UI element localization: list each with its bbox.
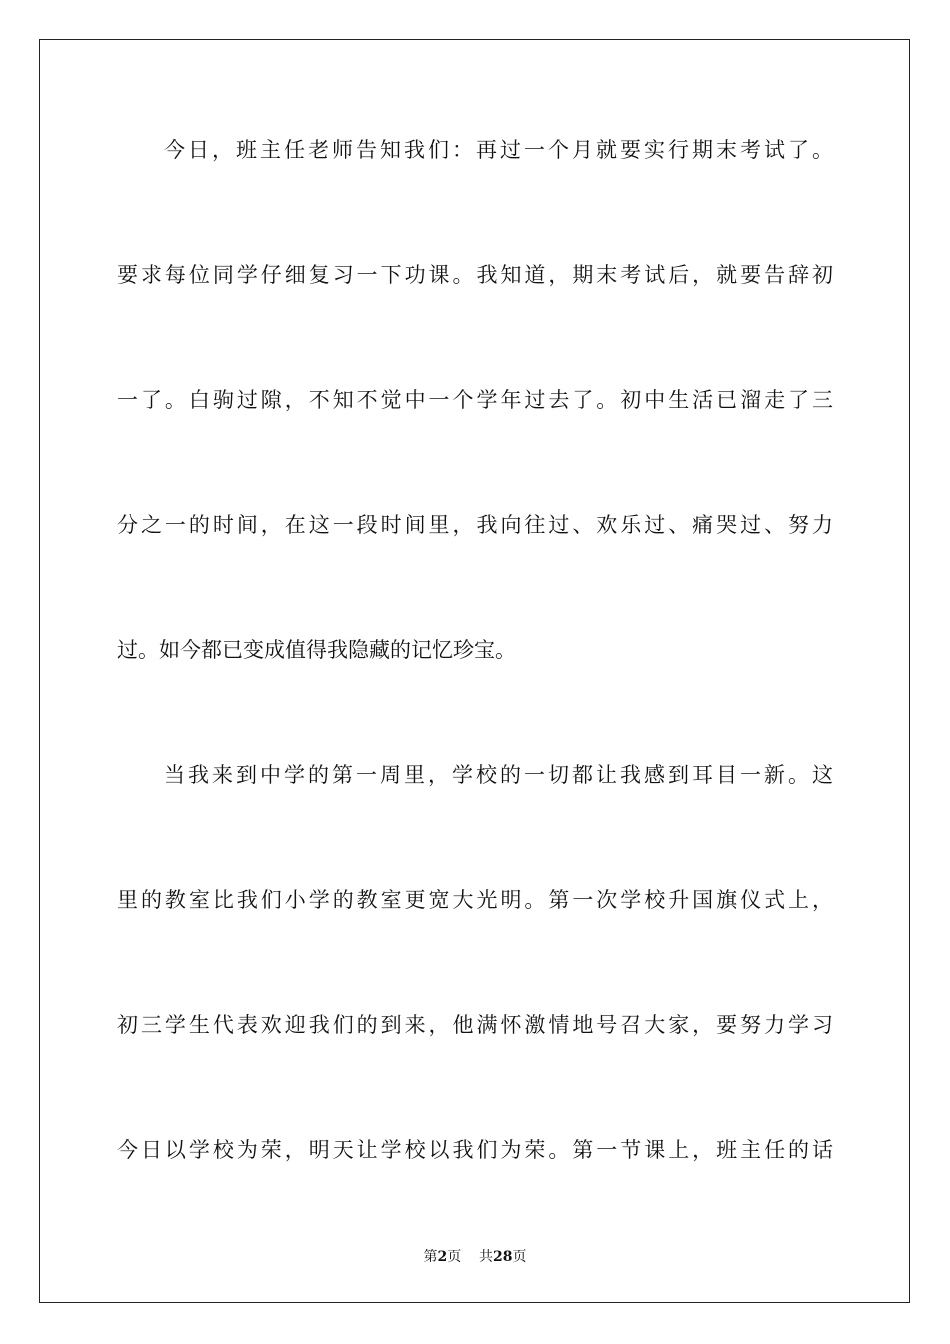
- paragraph-1-line-5: 过。如今都已变成值得我隐藏的记忆珍宝。: [117, 638, 516, 662]
- paragraph-1-line-3: 一了。白驹过隙，不知不觉中一个学年过去了。初中生活已溜走了三: [117, 388, 833, 412]
- footer-page-prefix: 第: [423, 1249, 438, 1265]
- footer-total-prefix: 共: [479, 1249, 494, 1265]
- footer-total-suffix: 页: [512, 1249, 527, 1265]
- footer-page-suffix: 页: [447, 1249, 462, 1265]
- footer-page-number: 2: [437, 1249, 448, 1265]
- paragraph-2-line-2: 里的教室比我们小学的教室更宽大光明。第一次学校升国旗仪式上，: [117, 888, 833, 912]
- page-footer: [0, 1246, 950, 1266]
- paragraph-2-line-4: 今日以学校为荣，明天让学校以我们为荣。第一节课上，班主任的话: [117, 1138, 833, 1162]
- page-border: [39, 39, 910, 1303]
- paragraph-1-line-4: 分之一的时间，在这一段时间里，我向往过、欢乐过、痛哭过、努力: [117, 513, 833, 537]
- footer-total-pages: 28: [493, 1249, 513, 1265]
- paragraph-2-line-1: 当我来到中学的第一周里，学校的一切都让我感到耳目一新。这: [164, 763, 833, 787]
- paragraph-2-line-3: 初三学生代表欢迎我们的到来，他满怀激情地号召大家，要努力学习: [117, 1013, 833, 1037]
- paragraph-1-line-1: 今日，班主任老师告知我们：再过一个月就要实行期末考试了。: [164, 138, 833, 162]
- paragraph-1-line-2: 要求每位同学仔细复习一下功课。我知道，期末考试后，就要告辞初: [117, 263, 833, 287]
